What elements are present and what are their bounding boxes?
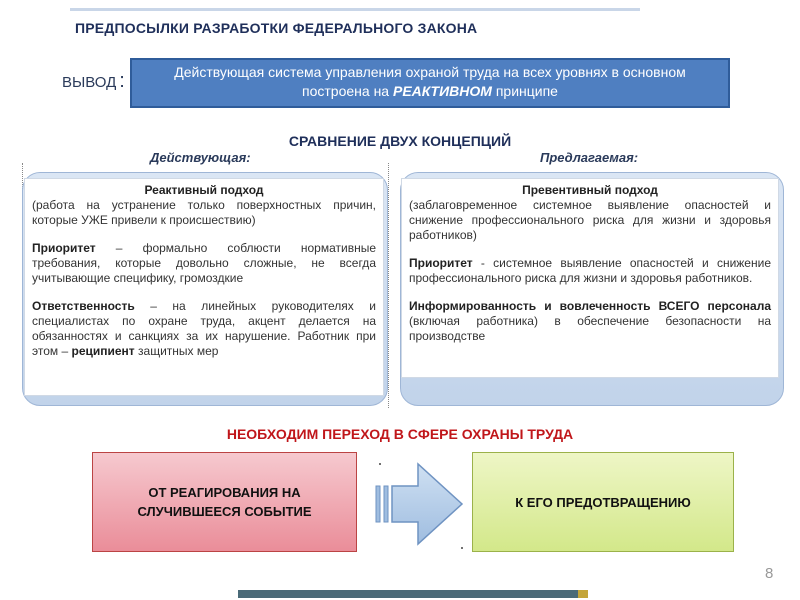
proposed-column-head: Предлагаемая: <box>540 150 639 165</box>
reactive-responsibility <box>32 299 376 359</box>
reactive-priority-label: Приоритет <box>32 241 96 255</box>
page-title: ПРЕДПОСЫЛКИ РАЗРАБОТКИ ФЕДЕРАЛЬНОГО ЗАКОНА <box>75 20 478 36</box>
preventive-involvement <box>409 299 771 344</box>
comparison-title: СРАВНЕНИЕ ДВУХ КОНЦЕПЦИЙ <box>288 133 512 149</box>
to-prevention-box <box>472 452 734 552</box>
conclusion-label-text: ВЫВОД <box>62 74 117 91</box>
from-reaction-box <box>92 452 357 552</box>
reactive-resp-label: Ответственность <box>32 299 135 313</box>
reactive-resp-text: – на линейных руководителях и специалистах по охране труда, акцент делается на обязанностях и санкциях за их нарушение. Работник при этом – <box>32 299 376 358</box>
transition-title: НЕОБХОДИМ ПЕРЕХОД В СФЕРЕ ОХРАНЫ ТРУДА <box>226 426 574 442</box>
proposed-approach-text <box>401 178 779 378</box>
page-number: 8 <box>765 565 774 582</box>
reactive-priority-text: – формально соблюсти нормативные требования, которые довольно сложные, не всегда учитывающие специфику, громоздкие <box>32 241 376 285</box>
guide-line-center <box>388 163 389 408</box>
conclusion-line1: Действующая система управления охраной труда на всех уровнях в основном <box>174 64 686 80</box>
preventive-title: Превентивный подход <box>522 183 658 197</box>
preventive-priority-text: - системное выявление опасностей и снижение профессионального риска для жизни и здоровья работников. <box>409 256 771 285</box>
conclusion-line2-suffix: принципе <box>491 83 558 99</box>
preventive-priority-label: Приоритет <box>409 256 473 270</box>
reactive-recipient: реципиент <box>71 344 135 358</box>
reactive-priority <box>32 241 376 286</box>
reactive-description: (работа на устранение только поверхностных причин, которые УЖЕ привели к происшествию) <box>32 198 376 227</box>
current-column-head: Действующая: <box>150 150 251 165</box>
preventive-info-text: (включая работника) в обеспечение безопасности на производстве <box>409 314 771 343</box>
title-rule <box>70 8 640 11</box>
reactive-resp-tail: защитных мер <box>134 344 219 358</box>
preventive-priority <box>409 256 771 286</box>
preventive-info-label: Информированность и вовлеченность ВСЕГО персонала <box>409 299 771 313</box>
conclusion-label <box>62 70 125 93</box>
conclusion-box <box>130 58 730 108</box>
conclusion-colon: : <box>119 70 125 92</box>
from-reaction-text <box>137 483 311 521</box>
conclusion-emphasis: РЕАКТИВНОМ <box>392 83 492 99</box>
conclusion-line2-prefix: построена на <box>302 83 393 99</box>
footer-bar-accent <box>578 590 588 598</box>
footer-bar <box>238 590 578 598</box>
from-line2: СЛУЧИВШЕЕСЯ СОБЫТИЕ <box>137 504 312 519</box>
to-prevention-text: К ЕГО ПРЕДОТВРАЩЕНИЮ <box>515 494 691 510</box>
arrow-right-icon <box>372 458 466 550</box>
current-approach-text <box>24 178 384 396</box>
preventive-description: (заблаговременное системное выявление опасностей и снижение профессионального риска для жизни и здоровья работников) <box>409 198 771 242</box>
conclusion-line2 <box>132 82 728 101</box>
from-line1: ОТ РЕАГИРОВАНИЯ НА <box>148 485 301 500</box>
reactive-title: Реактивный подход <box>144 183 264 197</box>
